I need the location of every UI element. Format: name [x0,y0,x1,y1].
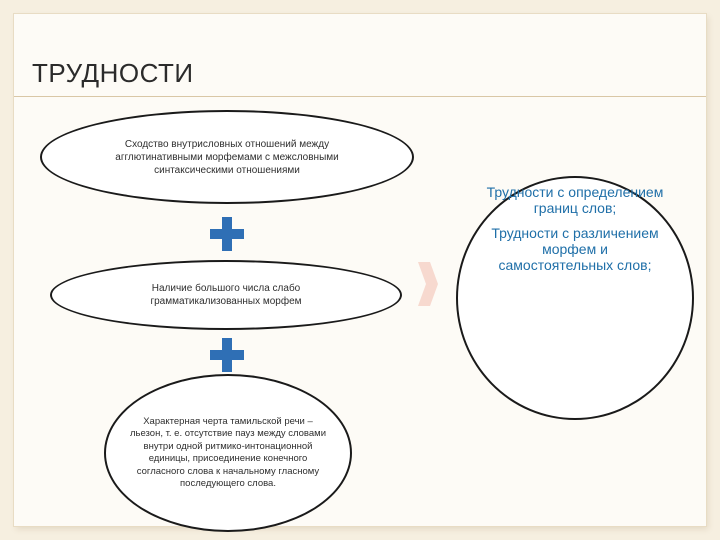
result-item-1: Трудности с определением границ слов; [486,184,664,216]
cause-ellipse-1 [40,110,414,204]
slide-title: ТРУДНОСТИ [32,58,194,88]
result-text-block [484,184,666,282]
cause-text-2: Наличие большого числа слабо грамматикализованных морфем [150,283,302,307]
cause-ellipse-3 [104,374,352,532]
plus-icon [210,217,244,251]
cause-text-3: Характерная черта тамильской речи – льезон, т. е. отсутствие пауз между словами внутри одной ритмико-интонационной единицы, присоединение конечного согласного слова к начальному гласному последующего слова. [129,415,326,489]
cause-text-1: Сходство внутрисловных отношений между агглютинативными морфемами с межсловными синтаксическими отношениями [115,138,339,176]
title-divider [14,96,706,97]
cause-ellipse-2 [50,260,402,330]
result-item-2: Трудности с различением морфем и самостоятельных слов; [491,225,659,273]
arrow-right-icon [418,262,438,306]
plus-icon [210,338,244,372]
result-ellipse [456,176,694,420]
